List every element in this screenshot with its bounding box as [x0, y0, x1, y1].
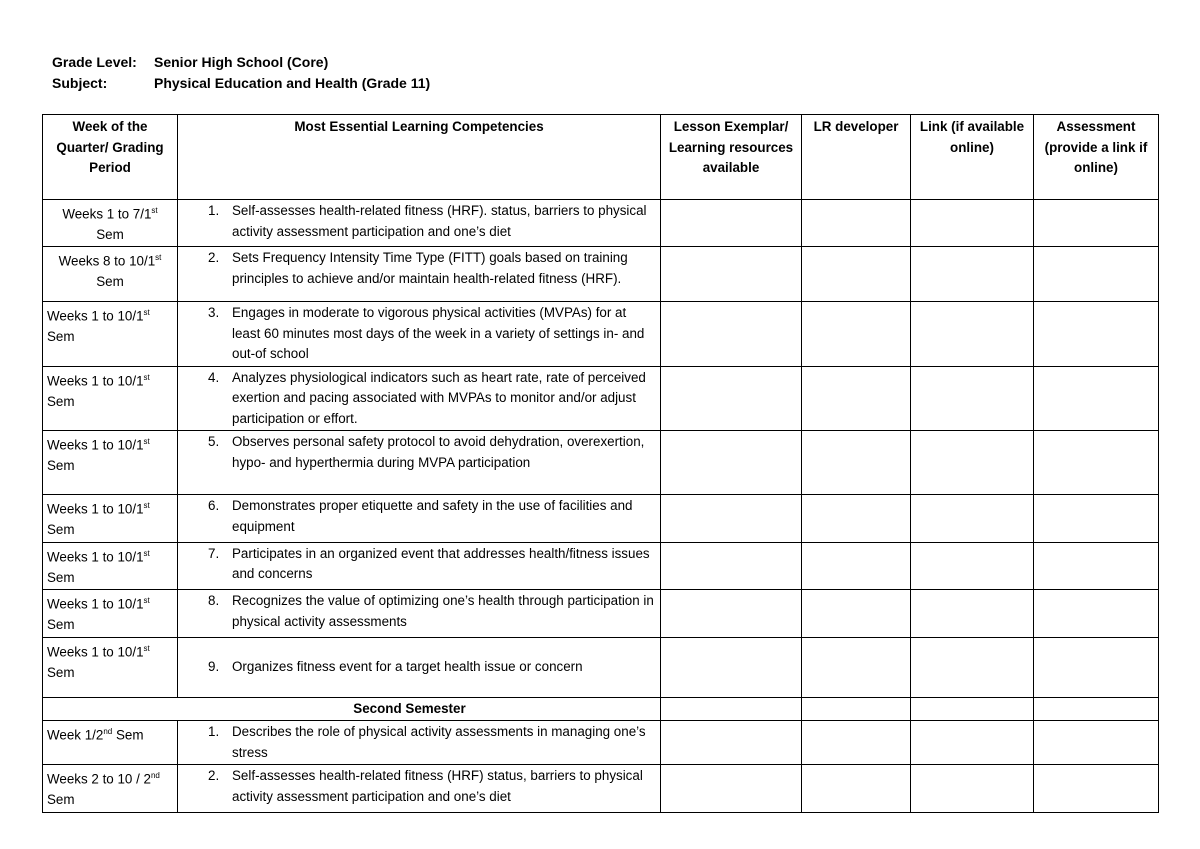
competency-text: Recognizes the value of optimizing one’s health through participation in physical activity assessments: [232, 593, 654, 629]
empty-cell: [802, 765, 911, 812]
competency-number: 4.: [208, 369, 220, 385]
second-semester-row: [43, 697, 1159, 721]
empty-cell: [1034, 721, 1159, 765]
competency-text: Participates in an organized event that addresses health/fitness issues and concerns: [232, 545, 650, 582]
competency-number: 2.: [208, 768, 220, 784]
table-header-row: [43, 115, 1159, 200]
competency-text: Demonstrates proper etiquette and safety in the use of facilities and equipment: [232, 498, 633, 534]
empty-cell: [802, 542, 911, 589]
competency-cell: [178, 302, 661, 367]
empty-cell: [661, 366, 802, 431]
empty-cell: [661, 431, 802, 495]
empty-cell: [1034, 366, 1159, 431]
week-cell: Weeks 1 to 10/1st Sem: [43, 590, 178, 637]
empty-cell: [802, 637, 911, 697]
table-row: [43, 495, 1159, 542]
empty-cell: [911, 590, 1034, 637]
empty-cell: [802, 247, 911, 302]
empty-cell: [911, 495, 1034, 542]
empty-cell: [802, 721, 911, 765]
empty-cell: [802, 431, 911, 495]
competency-cell: [178, 637, 661, 697]
table-row: [43, 200, 1159, 247]
col-competencies: Most Essential Learning Competencies: [178, 115, 661, 200]
empty-cell: [911, 637, 1034, 697]
empty-cell: [661, 765, 802, 812]
semester-divider: [43, 697, 1159, 721]
competency-cell: [178, 431, 661, 495]
empty-cell: [802, 366, 911, 431]
competency-cell: [178, 495, 661, 542]
col-link: Link (if available online): [911, 115, 1034, 200]
empty-cell: [661, 637, 802, 697]
col-lesson-exemplar: Lesson Exemplar/ Learning resources available: [661, 115, 802, 200]
empty-cell: [802, 302, 911, 367]
subject-value: Physical Education and Health (Grade 11): [154, 75, 431, 91]
empty-cell: [661, 302, 802, 367]
empty-cell: [911, 366, 1034, 431]
empty-cell: [1034, 765, 1159, 812]
competency-number: 6.: [208, 498, 220, 514]
empty-cell: [1034, 431, 1159, 495]
competency-text: Describes the role of physical activity assessments in managing one’s stress: [232, 724, 646, 760]
week-cell: Weeks 8 to 10/1st Sem: [43, 247, 178, 302]
grade-level-value: Senior High School (Core): [154, 54, 329, 70]
document-header: [52, 52, 430, 94]
empty-cell: [911, 302, 1034, 367]
empty-cell: [911, 765, 1034, 812]
competency-text: Self-assesses health-related fitness (HRF). status, barriers to physical activity assessment participation and one’s diet: [232, 203, 647, 239]
table-row: [43, 431, 1159, 495]
competency-text: Sets Frequency Intensity Time Type (FITT) goals based on training principles to achieve and/or maintain health-related fitness (HRF).: [232, 250, 628, 286]
competency-number: 8.: [208, 593, 220, 609]
subject-label: Subject:: [52, 75, 108, 91]
week-cell: Weeks 1 to 10/1st Sem: [43, 302, 178, 367]
competency-cell: [178, 247, 661, 302]
week-cell: Weeks 1 to 7/1st Sem: [43, 200, 178, 247]
competency-number: 1.: [208, 724, 220, 740]
week-cell: Week 1/2nd Sem: [43, 721, 178, 765]
competency-number: 5.: [208, 434, 220, 450]
grade-level-row: [52, 52, 430, 73]
table-row: [43, 721, 1159, 765]
competencies-table: [42, 114, 1159, 813]
empty-cell: [1034, 302, 1159, 367]
week-cell: Weeks 2 to 10 / 2nd Sem: [43, 765, 178, 812]
empty-cell: [661, 200, 802, 247]
empty-cell: [1034, 495, 1159, 542]
competency-number: 9.: [208, 659, 220, 675]
week-cell: Weeks 1 to 10/1st Sem: [43, 542, 178, 589]
second-semester-label: Second Semester: [43, 697, 661, 721]
week-cell: Weeks 1 to 10/1st Sem: [43, 366, 178, 431]
empty-cell: [802, 200, 911, 247]
empty-cell: [1034, 542, 1159, 589]
table-row: [43, 366, 1159, 431]
empty-cell: [661, 590, 802, 637]
empty-cell: [1034, 247, 1159, 302]
empty-cell: [661, 495, 802, 542]
week-cell: Weeks 1 to 10/1st Sem: [43, 637, 178, 697]
empty-cell: [661, 721, 802, 765]
competency-cell: [178, 200, 661, 247]
competency-number: 3.: [208, 305, 220, 321]
competency-number: 1.: [208, 203, 220, 218]
week-cell: Weeks 1 to 10/1st Sem: [43, 495, 178, 542]
competency-number: 2.: [208, 250, 220, 266]
col-lr-developer: LR developer: [802, 115, 911, 200]
empty-cell: [1034, 590, 1159, 637]
competency-text: Observes personal safety protocol to avoid dehydration, overexertion, hypo- and hyperthermia during MVPA participation: [232, 434, 645, 470]
empty-cell: [911, 431, 1034, 495]
empty-cell: [1034, 637, 1159, 697]
competency-cell: [178, 765, 661, 812]
grade-level-label: Grade Level:: [52, 54, 137, 70]
second-semester-body: [43, 721, 1159, 812]
empty-cell: [911, 200, 1034, 247]
empty-cell: [661, 542, 802, 589]
competency-cell: [178, 721, 661, 765]
competency-text: Engages in moderate to vigorous physical activities (MVPAs) for at least 60 minutes most days of the week in a variety of settings in- and out-of school: [232, 305, 645, 362]
competency-number: 7.: [208, 545, 220, 561]
empty-cell: [802, 590, 911, 637]
col-assessment: Assessment (provide a link if online): [1034, 115, 1159, 200]
week-cell: Weeks 1 to 10/1st Sem: [43, 431, 178, 495]
table-row: [43, 247, 1159, 302]
empty-cell: [911, 247, 1034, 302]
subject-row: [52, 73, 430, 94]
table-row: [43, 590, 1159, 637]
table-row: [43, 765, 1159, 812]
table-row: [43, 542, 1159, 589]
col-week: Week of the Quarter/ Grading Period: [43, 115, 178, 200]
empty-cell: [661, 247, 802, 302]
empty-cell: [802, 495, 911, 542]
competency-cell: [178, 366, 661, 431]
table-row: [43, 637, 1159, 697]
first-semester-body: [43, 200, 1159, 698]
competency-cell: [178, 590, 661, 637]
competency-text: Analyzes physiological indicators such as heart rate, rate of perceived exertion and pacing associated with MVPAs to monitor and/or adjust participation or effort.: [232, 369, 646, 426]
competency-text: Organizes fitness event for a target health issue or concern: [232, 659, 583, 675]
empty-cell: [911, 721, 1034, 765]
table-row: [43, 302, 1159, 367]
competency-text: Self-assesses health-related fitness (HRF) status, barriers to physical activity assessment participation and one’s diet: [232, 768, 643, 804]
competency-cell: [178, 542, 661, 589]
empty-cell: [911, 542, 1034, 589]
empty-cell: [1034, 200, 1159, 247]
